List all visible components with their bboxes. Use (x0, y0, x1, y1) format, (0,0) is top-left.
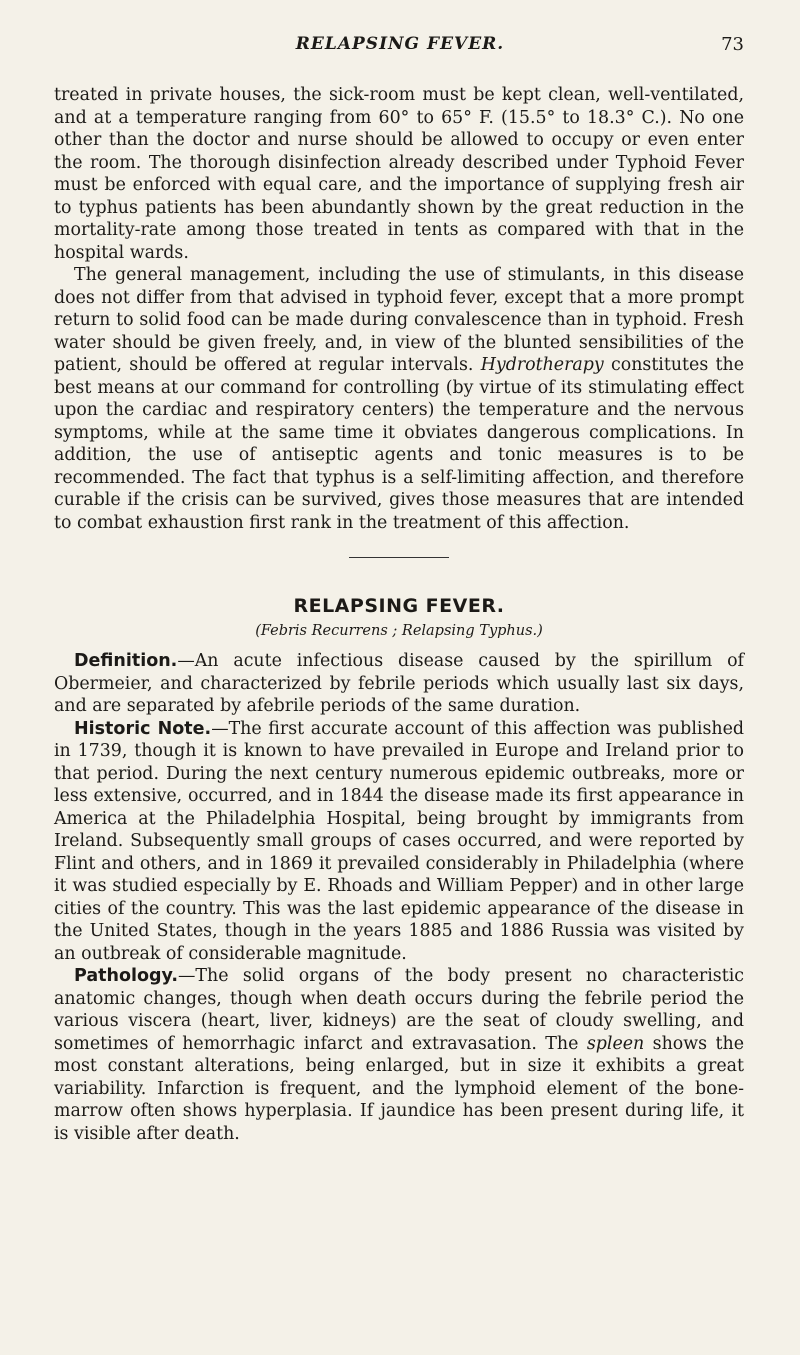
pathology-heading: Pathology. (74, 966, 179, 986)
running-head (0, 34, 800, 60)
pathology-text-continued: shows the most constant alterations, being enlarged, but in size it exhibits a great variability. Infarction is frequent, and the lymphoid element of the bone-marrow often shows hyperplasia. If jaundice has been present during life, it is visible after death. (54, 1033, 744, 1144)
hydrotherapy-term: Hydrotherapy (480, 355, 604, 375)
section-divider (349, 557, 449, 558)
paragraph-definition (54, 650, 744, 718)
definition-text: —An acute infectious disease caused by the spirillum of Obermeier, and characterized by febrile periods which usually last six days, and are separated by afebrile periods of the same duration. (54, 651, 744, 716)
hydrotherapy-text: constitutes the best means at our command for controlling (by virtue of its stimulating effect upon the cardiac and respiratory centers) the temperature and the nervous symptoms, while at the same time it obviates dangerous complications. In addition, the use of antiseptic agents and tonic measures is to be recommended. The fact that typhus is a self-limiting affection, and therefore curable if the crisis can be survived, gives those measures that are intended to combat exhaustion first rank in the treatment of this affection. (54, 355, 744, 533)
page-number: 73 (721, 34, 744, 55)
paragraph-general-management (54, 264, 744, 534)
running-title: RELAPSING FEVER. (295, 34, 505, 54)
section-subtitle: (Febris Recurrens ; Relapsing Typhus.) (255, 622, 543, 639)
body-text (54, 84, 744, 1145)
definition-heading: Definition. (74, 651, 178, 671)
paragraph-historic-note (54, 718, 744, 966)
pathology-text: —The solid organs of the body present no characteristic anatomic changes, though when death occurs during the febrile period the various viscera (heart, liver, kidneys) are the seat of cloudy swelling, and sometimes of hemorrhagic infarct and extravasation. The (54, 966, 744, 1054)
historic-note-heading: Historic Note. (74, 718, 212, 739)
general-management-text: The general management, including the use of stimulants, in this disease does not differ from that advised in typhoid fever, except that a more prompt return to solid food can be made during convalescence than in typhoid. Fresh water should be given freely, and, in view of the blunted sensibilities of the patient, should be offered at regular intervals. (54, 265, 744, 375)
paragraph-pathology (54, 965, 744, 1145)
historic-note-text: —The first accurate account of this affection was published in 1739, though it is known to have prevailed in Europe and Ireland prior to that period. During the next century numerous epidemic outbreaks, more or less extensive, occurred, and in 1844 the disease made its first appearance in America at the Philadelphia Hospital, being brought by immigrants from Ireland. Subsequently small groups of cases occurred, and were reported by Flint and others, and in 1869 it prevailed considerably in Philadelphia (where it was studied especially by E. Rhoads and William Pepper) and in other large cities of the country. This was the last epidemic appearance of the disease in the United States, though in the years 1885 and 1886 Russia was visited by an outbreak of considerable magnitude. (54, 718, 744, 964)
paragraph-treatment-continued: treated in private houses, the sick-room must be kept clean, well-ventilated, and at a temperature ranging from 60° to 65° F. (15.5° to 18.3° C.). No one other than the doctor and nurse should be allowed to occupy or even enter the room. The thorough disinfection already described under Typhoid Fever must be enforced with equal care, and the importance of supplying fresh air to typhus patients has been abundantly shown by the great reduction in the mortality-rate among those treated in tents as compared with that in the hospital wards. (54, 85, 744, 263)
section-title: RELAPSING FEVER. (293, 595, 505, 617)
spleen-term: spleen (586, 1033, 645, 1054)
